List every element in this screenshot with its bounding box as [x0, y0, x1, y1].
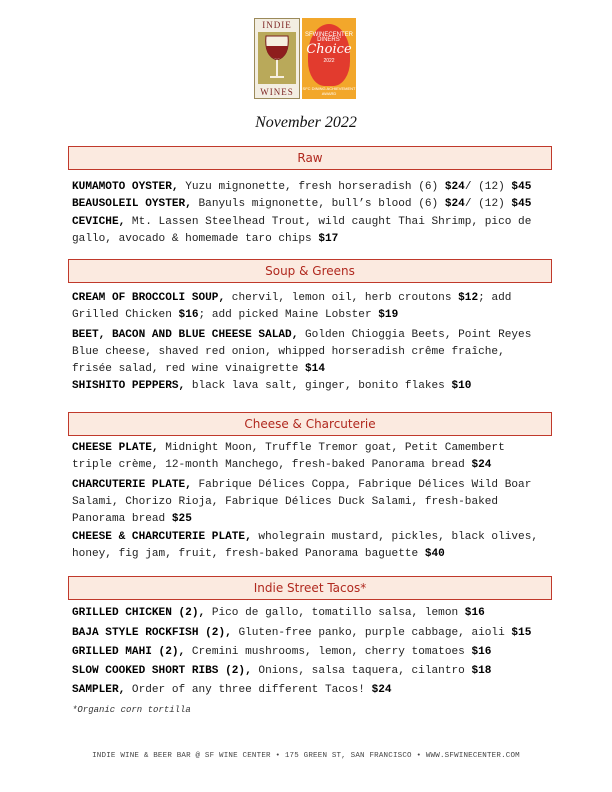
menu-item-charcuterie-plate: CHARCUTERIE PLATE, Fabrique Délices Coppa, Fabrique Délices Wild Boar Salami, Chorizo Rioja, Fabrique Délices Duck Salami, fresh-baked Panorama bread $25	[72, 479, 532, 525]
footnote: *Organic corn tortilla	[72, 705, 191, 715]
menu-item-cheese-plate: CHEESE PLATE, Midnight Moon, Truffle Tremor goat, Petit Camembert triple crème, 12-month Manchego, fresh-baked Panorama bread $24	[72, 442, 505, 471]
section-tacos: Indie Street Tacos*	[68, 576, 552, 600]
menu-item-broccoli-soup: CREAM OF BROCCOLI SOUP, chervil, lemon oil, herb croutons $12; add Grilled Chicken $16; add picked Maine Lobster $19	[72, 292, 512, 321]
badge-year: 2022	[323, 58, 335, 64]
logo-indie-text: INDIE	[262, 20, 292, 30]
menu-item-beausoleil: BEAUSOLEIL OYSTER, Banyuls mignonette, bull’s blood (6) $24/ (12) $45	[72, 198, 532, 210]
badge-footer: SFC DINING ACHIEVEMENT AWARD	[302, 86, 356, 96]
menu-item-sampler: SAMPLER, Order of any three different Tacos! $24	[72, 684, 392, 696]
menu-item-rockfish: BAJA STYLE ROCKFISH (2), Gluten-free panko, purple cabbage, aioli $15	[72, 627, 532, 639]
indie-wines-logo	[254, 18, 300, 99]
diners-choice-badge	[302, 18, 356, 99]
menu-item-ceviche: CEVICHE, Mt. Lassen Steelhead Trout, wild caught Thai Shrimp, pico de gallo, avocado & homemade taro chips $17	[72, 216, 532, 245]
badge-choice: Choice	[306, 42, 352, 57]
menu-date: November 2022	[255, 114, 357, 131]
section-soup-greens: Soup & Greens	[68, 259, 552, 283]
menu-item-shishito: SHISHITO PEPPERS, black lava salt, ginger, bonito flakes $10	[72, 380, 472, 392]
menu-item-grilled-chicken: GRILLED CHICKEN (2), Pico de gallo, tomatillo salsa, lemon $16	[72, 607, 485, 619]
wine-glass-icon	[258, 32, 296, 84]
menu-item-short-ribs: SLOW COOKED SHORT RIBS (2), Onions, salsa taquera, cilantro $18	[72, 665, 492, 677]
section-raw: Raw	[68, 146, 552, 170]
section-cheese-charcuterie: Cheese & Charcuterie	[68, 412, 552, 436]
menu-item-beet-salad: BEET, BACON AND BLUE CHEESE SALAD, Golden Chioggia Beets, Point Reyes Blue cheese, shaved red onion, whipped horseradish crême fraîche, frisée salad, red wine vinaigrette $14	[72, 329, 532, 375]
page-footer: INDIE WINE & BEER BAR @ SF WINE CENTER • 175 GREEN ST, SAN FRANCISCO • WWW.SFWINECENTER.COM	[92, 752, 520, 760]
menu-item-grilled-mahi: GRILLED MAHI (2), Cremini mushrooms, lemon, cherry tomatoes $16	[72, 646, 492, 658]
badge-diners: DINERS'	[317, 37, 341, 43]
logo-wines-text: WINES	[260, 87, 294, 97]
logo	[254, 18, 356, 99]
menu-item-cheese-charcuterie-plate: CHEESE & CHARCUTERIE PLATE, wholegrain mustard, pickles, black olives, honey, fig jam, fruit, fresh-baked Panorama baguette $40	[72, 531, 539, 560]
badge-brand: SFWINECENTER	[305, 32, 353, 38]
menu-item-kumamoto: KUMAMOTO OYSTER, Yuzu mignonette, fresh horseradish (6) $24/ (12) $45	[72, 181, 532, 193]
